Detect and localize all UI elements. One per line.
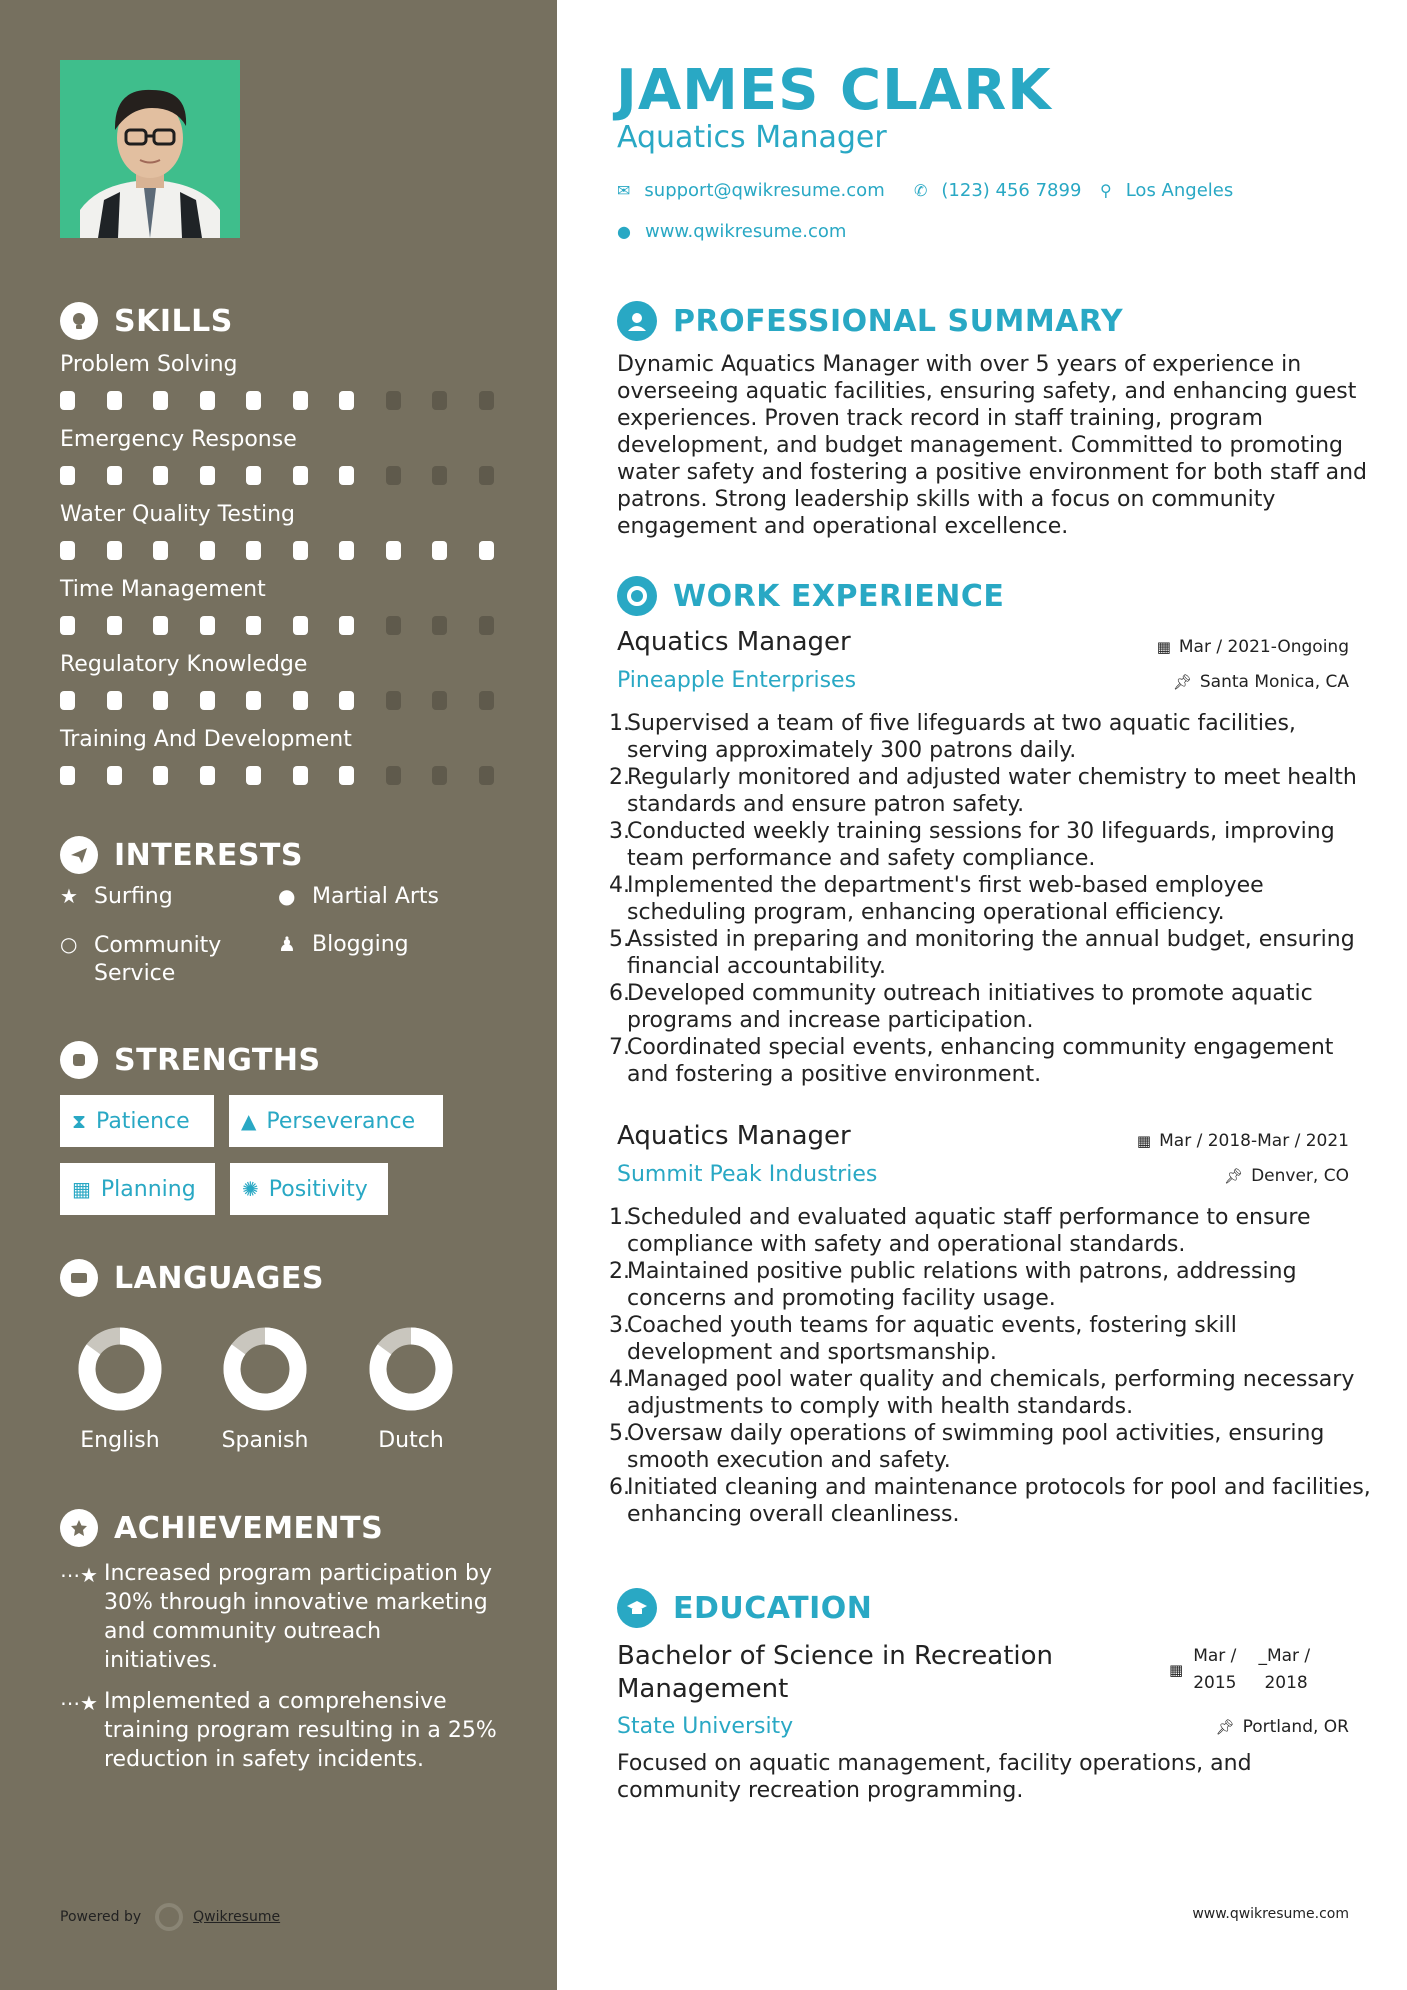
skill-dot (153, 766, 168, 785)
skill-dot (200, 616, 215, 635)
skill-dot (153, 691, 168, 710)
skill-dot (386, 541, 401, 560)
list-item: 5. Assisted in preparing and monitoring the annual budget, ensuring financial accountability. (609, 927, 1355, 979)
interest-item: ○ Community Service (60, 932, 222, 986)
list-item: 2. Regularly monitored and adjusted water chemistry to meet health standards and ensure patron safety. (609, 765, 1357, 817)
road-icon: ▲ (241, 1109, 257, 1133)
skill-dot (200, 391, 215, 410)
skill-dot (386, 766, 401, 785)
skill-dot (293, 466, 308, 485)
skill-dot (107, 766, 122, 785)
calendar-icon: ▦ (1156, 638, 1171, 656)
award-icon (60, 1509, 98, 1547)
skill-name: Time Management (60, 577, 266, 602)
summary-text: Dynamic Aquatics Manager with over 5 years of experience in overseeing aquatic facilities, ensuring safety, and enhancing guest experiences. Proven track record in staff training, program development, and budget management. Committed to promoting water safety and fostering a positive environment for both staff and patrons. Strong leadership skills with a focus on community engagement and operational excellence. (617, 352, 1368, 539)
calendar-icon: ▦ (72, 1177, 91, 1201)
job-date: ▦ Mar / 2018-Mar / 2021 (1136, 1131, 1349, 1151)
hand-icon: ○ (60, 932, 78, 956)
main-content (557, 0, 1407, 1990)
skill-dot (200, 541, 215, 560)
list-item: 6. Initiated cleaning and maintenance protocols for pool and facilities, enhancing overall cleanliness. (609, 1475, 1371, 1527)
list-item: 4. Managed pool water quality and chemicals, performing necessary adjustments to comply with health standards. (609, 1367, 1355, 1419)
list-item: 2. Maintained positive public relations with patrons, addressing concerns and promoting facility usage. (609, 1259, 1297, 1311)
interest-item: ★ Surfing (60, 884, 173, 909)
achievement-item: ⋯★ Implemented a comprehensive training program resulting in a 25% reduction in safety incidents. (60, 1689, 497, 1772)
skill-dot (246, 391, 261, 410)
footer-website[interactable]: www.qwikresume.com (1192, 1906, 1349, 1922)
lifebuoy-icon (617, 576, 657, 616)
skill-dot (246, 541, 261, 560)
list-item: 4. Implemented the department's first web-based employee scheduling program, enhancing operational efficiency. (609, 873, 1264, 925)
globe-icon: ● (617, 222, 631, 241)
skill-dot (200, 766, 215, 785)
language-label: Dutch (378, 1428, 444, 1453)
skill-dot (153, 541, 168, 560)
job-title: Aquatics Manager (617, 1121, 851, 1151)
skill-dot (153, 466, 168, 485)
skill-dot (246, 766, 261, 785)
candidate-name: JAMES CLARK (616, 58, 1052, 123)
sun-icon: ✺ (242, 1177, 259, 1201)
map-pin-icon: ⚲ (1100, 181, 1112, 200)
interests-heading: INTERESTS (60, 836, 303, 874)
achievement-item: ⋯★ Increased program participation by 30% through innovative marketing and community outreach initiatives. (60, 1561, 492, 1673)
skill-dot (386, 616, 401, 635)
strength-tag: ⧗ Patience (60, 1095, 214, 1147)
contact-phone: ✆ (123) 456 7899 (914, 180, 1082, 201)
candidate-title: Aquatics Manager (617, 120, 887, 155)
star-icon: ⋯★ (60, 1691, 98, 1715)
interest-item: ● Martial Arts (278, 884, 440, 909)
skill-dot (293, 391, 308, 410)
strengths-heading: STRENGTHS (60, 1041, 321, 1079)
star-icon: ★ (60, 884, 78, 908)
skill-dot (107, 466, 122, 485)
calendar-icon: ▦ (1136, 1132, 1152, 1150)
list-item: 3. Coached youth teams for aquatic events, fostering skill development and sportsmanship. (609, 1313, 1237, 1365)
language-rings (0, 1320, 557, 1420)
skills-heading: SKILLS (60, 302, 233, 340)
language-label: English (80, 1428, 160, 1453)
job-location: 📌︎ Santa Monica, CA (1172, 672, 1349, 692)
skill-dot (107, 691, 122, 710)
skill-dot (386, 391, 401, 410)
skill-dot (339, 466, 354, 485)
skill-dot (107, 391, 122, 410)
qwikresume-logo-icon (155, 1903, 183, 1931)
skill-dot (432, 466, 447, 485)
skill-dot (386, 691, 401, 710)
skill-dot (293, 691, 308, 710)
skill-dot (293, 616, 308, 635)
sidebar (0, 0, 557, 1990)
list-item: 7. Coordinated special events, enhancing community engagement and fostering a positive environment. (609, 1035, 1334, 1087)
skill-dot (386, 466, 401, 485)
school-name: State University (617, 1714, 794, 1739)
skill-dot (153, 391, 168, 410)
list-item: 3. Conducted weekly training sessions for 30 lifeguards, improving team performance and safety compliance. (609, 819, 1335, 871)
achievements-heading: ACHIEVEMENTS (60, 1509, 383, 1547)
skill-dot (479, 541, 494, 560)
skill-dot (339, 616, 354, 635)
job-company: Pineapple Enterprises (617, 668, 857, 693)
skill-dot (479, 691, 494, 710)
skill-dot (60, 466, 75, 485)
phone-icon: ✆ (914, 181, 928, 200)
language-label: Spanish (221, 1428, 309, 1453)
pushpin-icon: 📌︎ (1224, 1167, 1244, 1185)
skill-dot (432, 766, 447, 785)
profile-photo (60, 60, 240, 238)
skill-dot (339, 541, 354, 560)
job-date: ▦ Mar / 2021-Ongoing (1156, 637, 1349, 657)
experience-heading: WORK EXPERIENCE (617, 576, 1004, 616)
skill-dot (479, 391, 494, 410)
powered-by: Powered by Qwikresume (60, 1903, 280, 1931)
summary-heading: PROFESSIONAL SUMMARY (617, 301, 1123, 341)
job-title: Aquatics Manager (617, 627, 851, 657)
language-icon (60, 1259, 98, 1297)
skill-dot (293, 766, 308, 785)
hourglass-icon: ⧗ (72, 1109, 87, 1133)
skill-dot (479, 466, 494, 485)
list-item: 1. Supervised a team of five lifeguards at two aquatic facilities, serving approximately 300 patrons daily. (609, 711, 1296, 763)
skill-name: Emergency Response (60, 427, 297, 452)
skill-dot (339, 691, 354, 710)
list-item: 1. Scheduled and evaluated aquatic staff performance to ensure compliance with safety and operational standards. (609, 1205, 1311, 1257)
skill-dot (246, 466, 261, 485)
interest-item: ♟ Blogging (278, 932, 409, 957)
skill-dot (246, 616, 261, 635)
skill-dot (432, 691, 447, 710)
skill-dot (153, 616, 168, 635)
paper-plane-icon (60, 836, 98, 874)
users-icon: ♟ (278, 932, 296, 956)
education-dates: ▦ Mar / 2015 _Mar / 2018 (1169, 1643, 1310, 1697)
user-icon (617, 301, 657, 341)
education-description: Focused on aquatic management, facility operations, and community recreation programming. (617, 1751, 1252, 1803)
strength-tag: ▲ Perseverance (229, 1095, 443, 1147)
job-bullets (609, 710, 1379, 1088)
star-icon: ⋯★ (60, 1563, 98, 1587)
skill-name: Water Quality Testing (60, 502, 295, 527)
skill-dot (60, 616, 75, 635)
strength-tag: ▦ Planning (60, 1163, 215, 1215)
skill-dot (60, 691, 75, 710)
skill-dot (479, 616, 494, 635)
skill-dot (107, 616, 122, 635)
degree-title: Bachelor of Science in Recreation Management (617, 1641, 1054, 1704)
strength-tag: ✺ Positivity (230, 1163, 388, 1215)
education-heading: EDUCATION (617, 1588, 872, 1628)
pushpin-icon: 📌︎ (1172, 673, 1192, 691)
contact-location: ⚲ Los Angeles (1100, 180, 1234, 201)
skill-dot (339, 391, 354, 410)
job-company: Summit Peak Industries (617, 1162, 878, 1187)
skill-dot (60, 541, 75, 560)
skill-dot (293, 541, 308, 560)
brand-link[interactable]: Qwikresume (193, 1909, 281, 1925)
skill-name: Problem Solving (60, 352, 238, 377)
calendar-icon: ▦ (1169, 1661, 1184, 1679)
skill-dot (432, 391, 447, 410)
skill-name: Training And Development (60, 727, 352, 752)
contact-email[interactable]: ✉ support@qwikresume.com (617, 180, 885, 201)
languages-heading: LANGUAGES (60, 1259, 324, 1297)
graduation-cap-icon (617, 1588, 657, 1628)
education-location: 📌︎ Portland, OR (1215, 1717, 1349, 1737)
skill-dot (107, 541, 122, 560)
skill-dot (432, 616, 447, 635)
list-item: 6. Developed community outreach initiatives to promote aquatic programs and increase participation. (609, 981, 1313, 1033)
skill-dot (246, 691, 261, 710)
skill-dot (432, 541, 447, 560)
fist-icon (60, 1041, 98, 1079)
job-location: 📌︎ Denver, CO (1224, 1166, 1349, 1186)
skill-dot (479, 766, 494, 785)
lightbulb-icon (60, 302, 98, 340)
skill-dot (200, 466, 215, 485)
pushpin-icon: 📌︎ (1215, 1718, 1235, 1736)
skill-dot (200, 691, 215, 710)
contact-website[interactable]: ● www.qwikresume.com (617, 221, 847, 242)
globe-icon: ● (278, 884, 296, 908)
list-item: 5. Oversaw daily operations of swimming pool activities, ensuring smooth execution and safety. (609, 1421, 1325, 1473)
skill-dot (60, 391, 75, 410)
skill-name: Regulatory Knowledge (60, 652, 308, 677)
skill-dot (339, 766, 354, 785)
envelope-icon: ✉ (617, 181, 631, 200)
skill-dot (60, 766, 75, 785)
job-bullets (609, 1204, 1379, 1528)
